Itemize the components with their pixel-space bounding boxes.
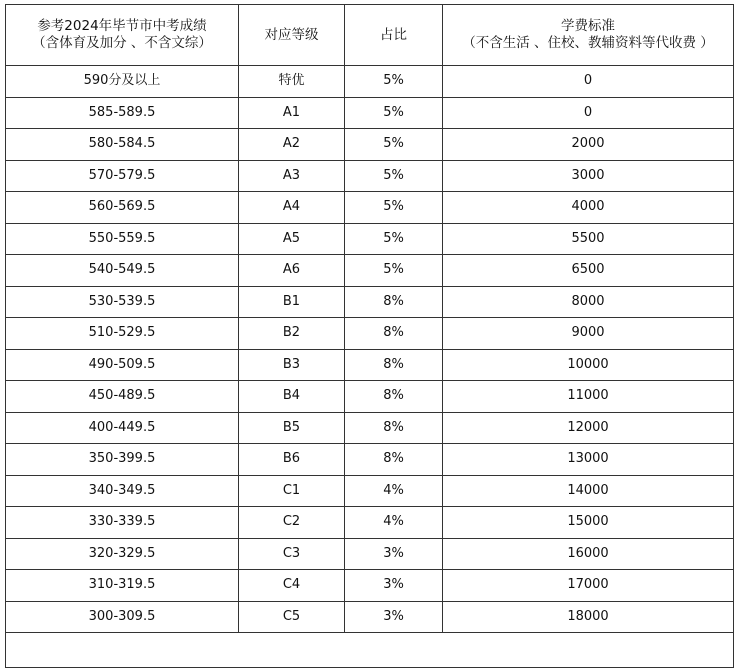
header-grade: 对应等级 <box>239 5 345 66</box>
empty-table-row <box>6 633 734 668</box>
ratio-cell: 5% <box>345 66 443 98</box>
header-score <box>6 5 239 66</box>
ratio-cell: 3% <box>345 570 443 602</box>
score-cell: 310-319.5 <box>6 570 239 602</box>
fee-cell: 16000 <box>443 538 734 570</box>
score-cell: 320-329.5 <box>6 538 239 570</box>
grade-cell: C3 <box>239 538 345 570</box>
score-cell: 560-569.5 <box>6 192 239 224</box>
empty-cell <box>6 633 734 668</box>
score-cell: 340-349.5 <box>6 475 239 507</box>
fee-cell: 3000 <box>443 160 734 192</box>
score-cell: 550-559.5 <box>6 223 239 255</box>
grade-cell: A6 <box>239 255 345 287</box>
table-row <box>6 349 734 381</box>
grade-cell: B1 <box>239 286 345 318</box>
ratio-cell: 8% <box>345 412 443 444</box>
score-cell: 490-509.5 <box>6 349 239 381</box>
score-cell: 510-529.5 <box>6 318 239 350</box>
table-row <box>6 160 734 192</box>
score-cell: 585-589.5 <box>6 97 239 129</box>
table-row <box>6 475 734 507</box>
tuition-fee-table <box>5 4 734 668</box>
header-score-line2: （含体育及加分 、不含文综） <box>32 35 212 51</box>
ratio-cell: 8% <box>345 381 443 413</box>
ratio-cell: 5% <box>345 223 443 255</box>
table-row <box>6 97 734 129</box>
table-row <box>6 538 734 570</box>
grade-cell: B4 <box>239 381 345 413</box>
fee-cell: 0 <box>443 97 734 129</box>
fee-cell: 15000 <box>443 507 734 539</box>
fee-cell: 17000 <box>443 570 734 602</box>
grade-cell: A5 <box>239 223 345 255</box>
fee-cell: 18000 <box>443 601 734 633</box>
ratio-cell: 4% <box>345 475 443 507</box>
grade-cell: A1 <box>239 97 345 129</box>
fee-cell: 5500 <box>443 223 734 255</box>
grade-cell: A2 <box>239 129 345 161</box>
ratio-cell: 8% <box>345 444 443 476</box>
score-cell: 400-449.5 <box>6 412 239 444</box>
grade-cell: A3 <box>239 160 345 192</box>
ratio-cell: 4% <box>345 507 443 539</box>
fee-cell: 8000 <box>443 286 734 318</box>
table-row <box>6 444 734 476</box>
grade-cell: B3 <box>239 349 345 381</box>
score-cell: 580-584.5 <box>6 129 239 161</box>
grade-cell: C1 <box>239 475 345 507</box>
fee-cell: 12000 <box>443 412 734 444</box>
table-row <box>6 570 734 602</box>
table-row <box>6 223 734 255</box>
fee-cell: 10000 <box>443 349 734 381</box>
ratio-cell: 8% <box>345 318 443 350</box>
table-row <box>6 507 734 539</box>
fee-cell: 13000 <box>443 444 734 476</box>
fee-cell: 4000 <box>443 192 734 224</box>
header-ratio: 占比 <box>345 5 443 66</box>
fee-cell: 14000 <box>443 475 734 507</box>
header-fee-line1: 学费标准 <box>561 18 615 35</box>
table-header <box>6 5 734 66</box>
score-cell: 450-489.5 <box>6 381 239 413</box>
score-cell: 530-539.5 <box>6 286 239 318</box>
table-row <box>6 192 734 224</box>
ratio-cell: 5% <box>345 129 443 161</box>
table-row <box>6 601 734 633</box>
table-row <box>6 66 734 98</box>
table-row <box>6 286 734 318</box>
header-score-line1: 参考2024年毕节市中考成绩 <box>37 18 207 35</box>
table-row <box>6 255 734 287</box>
fee-cell: 9000 <box>443 318 734 350</box>
grade-cell: A4 <box>239 192 345 224</box>
grade-cell: B6 <box>239 444 345 476</box>
ratio-cell: 3% <box>345 601 443 633</box>
table-row <box>6 318 734 350</box>
ratio-cell: 8% <box>345 349 443 381</box>
score-cell: 590分及以上 <box>6 66 239 98</box>
ratio-cell: 3% <box>345 538 443 570</box>
fee-cell: 2000 <box>443 129 734 161</box>
grade-cell: C2 <box>239 507 345 539</box>
header-fee-line2: （不含生活 、住校、教辅资料等代收费 ） <box>462 35 714 51</box>
fee-cell: 11000 <box>443 381 734 413</box>
grade-cell: C4 <box>239 570 345 602</box>
header-row <box>6 5 734 66</box>
score-cell: 570-579.5 <box>6 160 239 192</box>
fee-cell: 6500 <box>443 255 734 287</box>
header-fee <box>443 5 734 66</box>
ratio-cell: 5% <box>345 97 443 129</box>
ratio-cell: 5% <box>345 255 443 287</box>
fee-cell: 0 <box>443 66 734 98</box>
table-row <box>6 412 734 444</box>
grade-cell: 特优 <box>239 66 345 98</box>
score-cell: 330-339.5 <box>6 507 239 539</box>
score-cell: 300-309.5 <box>6 601 239 633</box>
grade-cell: B2 <box>239 318 345 350</box>
table-body <box>6 66 734 668</box>
score-cell: 350-399.5 <box>6 444 239 476</box>
score-cell: 540-549.5 <box>6 255 239 287</box>
grade-cell: B5 <box>239 412 345 444</box>
table-row <box>6 381 734 413</box>
ratio-cell: 5% <box>345 160 443 192</box>
ratio-cell: 8% <box>345 286 443 318</box>
table-row <box>6 129 734 161</box>
grade-cell: C5 <box>239 601 345 633</box>
ratio-cell: 5% <box>345 192 443 224</box>
